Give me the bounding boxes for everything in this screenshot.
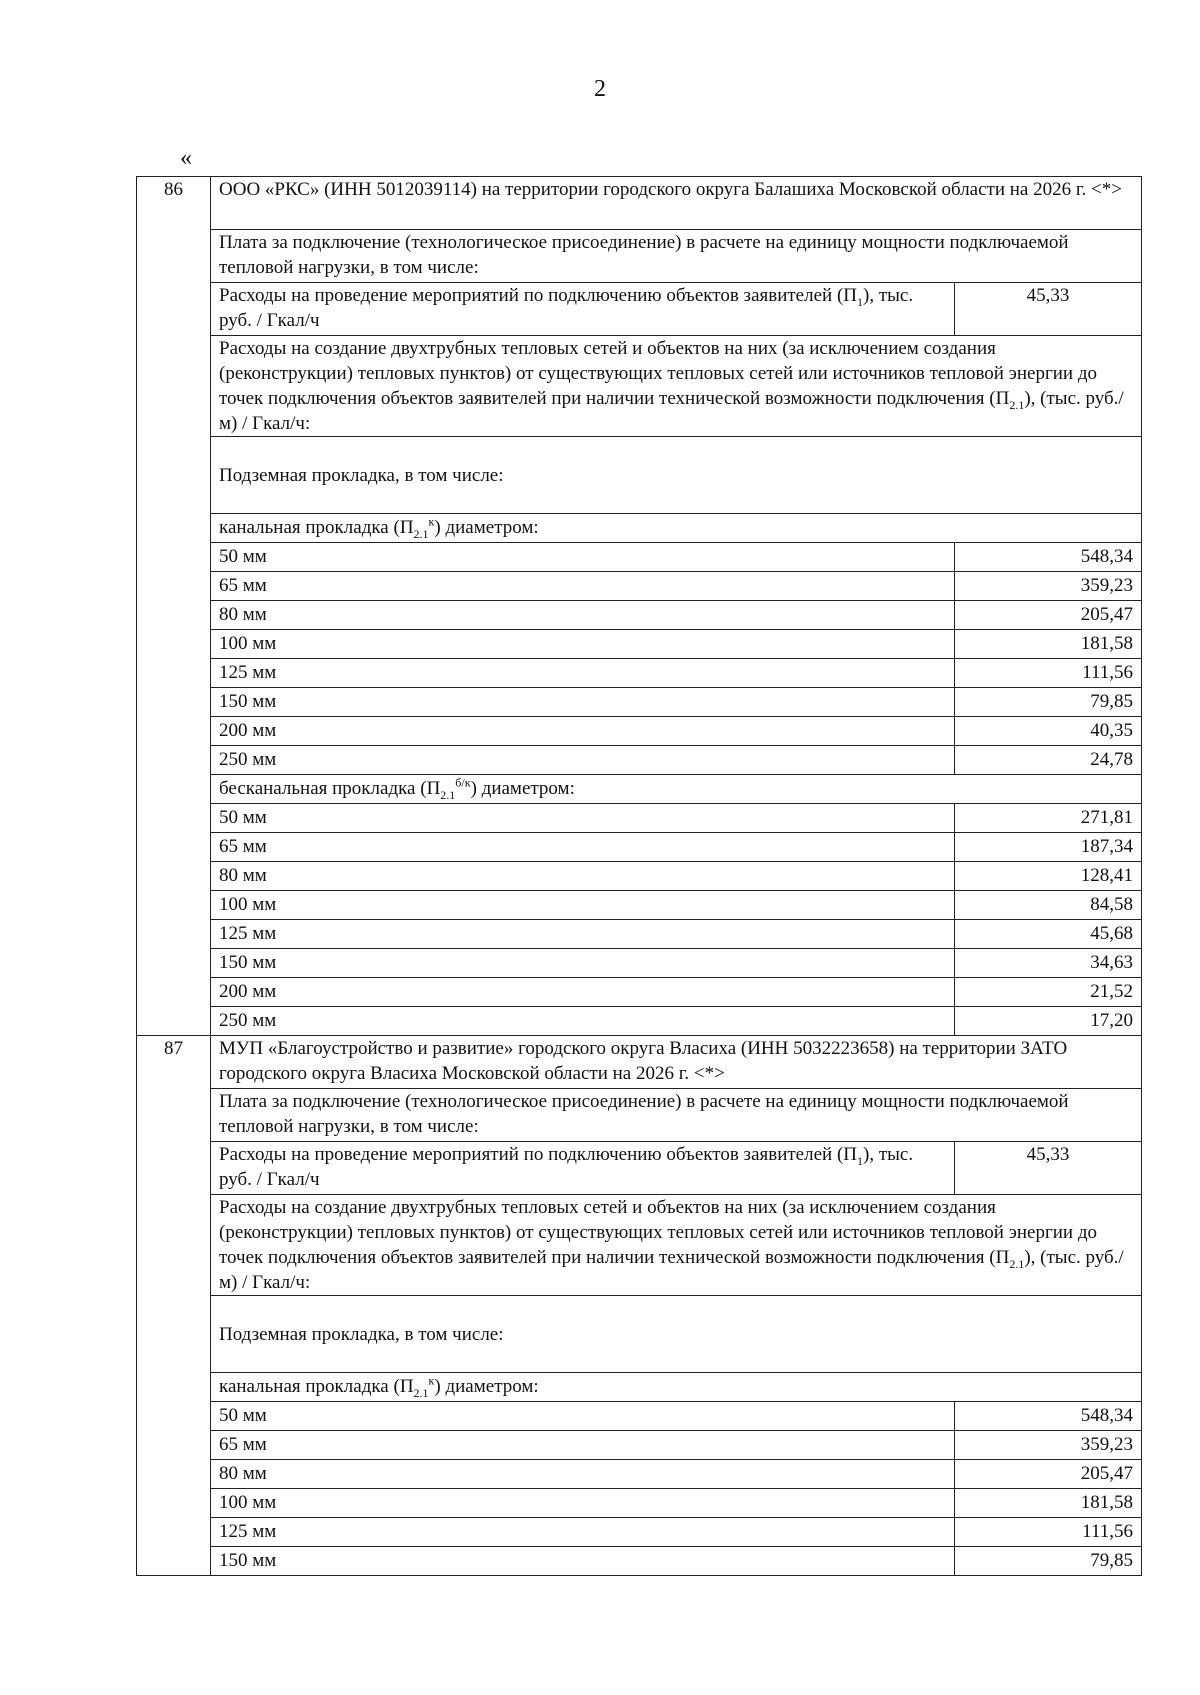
diameter-text: 150 мм — [219, 952, 277, 973]
channel-superscript: к — [428, 514, 435, 529]
diameter-cell — [211, 746, 955, 775]
diameter-text: 80 мм — [219, 604, 267, 625]
table-row — [137, 717, 1142, 746]
nochannel-subscript: 2.1 — [440, 787, 456, 802]
fee-intro — [211, 230, 1142, 283]
diameter-text: 200 мм — [219, 981, 277, 1002]
row-number — [137, 1036, 211, 1576]
diameter-cell — [211, 1007, 955, 1036]
nochannel-header — [211, 775, 1142, 804]
value-cell — [954, 543, 1141, 572]
p1-row — [137, 283, 1142, 336]
nochannel-superscript: б/к — [455, 775, 471, 790]
value-text: 24,78 — [1090, 749, 1133, 770]
underground-row — [137, 437, 1142, 514]
fee-intro-text: Плата за подключение (технологическое присоединение) в расчете на единицу мощности подключаемой тепловой нагрузки, в том числе: — [219, 1091, 1069, 1137]
value-text: 205,47 — [1080, 604, 1133, 625]
table-row — [137, 543, 1142, 572]
p2-unit-text: ), (тыс. руб./м) / Гкал/ч: — [219, 1247, 1124, 1293]
value-text: 271,81 — [1080, 807, 1133, 828]
fee-intro-text: Плата за подключение (технологическое присоединение) в расчете на единицу мощности подключаемой тепловой нагрузки, в том числе: — [219, 232, 1069, 278]
value-text: 40,35 — [1090, 720, 1133, 741]
table-row — [137, 833, 1142, 862]
diameter-cell — [211, 978, 955, 1007]
value-text: 111,56 — [1082, 1521, 1133, 1542]
value-cell — [954, 688, 1141, 717]
diameter-cell — [211, 1402, 955, 1431]
diameter-text: 125 мм — [219, 662, 277, 683]
table-row — [137, 1007, 1142, 1036]
diameter-text: 50 мм — [219, 1405, 267, 1426]
diameter-text: 150 мм — [219, 1550, 277, 1571]
diameter-text: 200 мм — [219, 720, 277, 741]
diameter-cell — [211, 630, 955, 659]
p1-unit-text: ), тыс. руб. / Гкал/ч — [219, 285, 914, 331]
table-row — [137, 1489, 1142, 1518]
value-text: 21,52 — [1090, 981, 1133, 1002]
value-text: 548,34 — [1080, 546, 1133, 567]
channel-tail-text: ) диаметром: — [434, 1376, 539, 1397]
channel-subscript: 2.1 — [413, 526, 429, 541]
diameter-cell — [211, 833, 955, 862]
value-text: 45,68 — [1090, 923, 1133, 944]
table-row — [137, 1460, 1142, 1489]
diameter-cell — [211, 572, 955, 601]
diameter-text: 150 мм — [219, 691, 277, 712]
diameter-text: 250 мм — [219, 749, 277, 770]
diameter-cell — [211, 659, 955, 688]
value-cell — [954, 1489, 1141, 1518]
value-cell — [954, 659, 1141, 688]
p2-label-text: Расходы на создание двухтрубных тепловых сетей и объектов на них (за исключением создания (реконструкции) тепловых пунктов) от существующих тепловых сетей или источников тепловой энергии до точек подключения объектов заявителей при наличии технической возможности подключения (П — [219, 1197, 1098, 1268]
row-number — [137, 177, 211, 1036]
diameter-text: 100 мм — [219, 894, 277, 915]
diameter-cell — [211, 601, 955, 630]
table-row — [137, 1547, 1142, 1576]
channel-header — [211, 514, 1142, 543]
channel-label-text: канальная прокладка (П — [219, 1376, 414, 1397]
underground-text: Подземная прокладка, в том числе: — [219, 464, 504, 486]
fee-intro-row — [137, 230, 1142, 283]
p1-unit-text: ), тыс. руб. / Гкал/ч — [219, 1144, 914, 1190]
p1-label — [211, 1142, 955, 1195]
value-cell — [954, 1431, 1141, 1460]
table-row — [137, 1402, 1142, 1431]
value-cell — [954, 949, 1141, 978]
underground-label — [211, 437, 1142, 514]
table-row — [137, 630, 1142, 659]
value-cell — [954, 833, 1141, 862]
diameter-text: 65 мм — [219, 1434, 267, 1455]
diameter-cell — [211, 1431, 955, 1460]
page-number: 2 — [594, 76, 606, 102]
channel-header-row — [137, 514, 1142, 543]
diameter-cell — [211, 1518, 955, 1547]
diameter-text: 65 мм — [219, 836, 267, 857]
nochannel-header-row — [137, 775, 1142, 804]
diameter-text: 80 мм — [219, 865, 267, 886]
value-text: 34,63 — [1090, 952, 1133, 973]
value-text: 548,34 — [1080, 1405, 1133, 1426]
value-text: 187,34 — [1080, 836, 1133, 857]
channel-tail-text: ) диаметром: — [434, 517, 539, 538]
diameter-cell — [211, 949, 955, 978]
table-row — [137, 746, 1142, 775]
diameter-text: 125 мм — [219, 923, 277, 944]
p2-label-text: Расходы на создание двухтрубных тепловых сетей и объектов на них (за исключением создания (реконструкции) тепловых пунктов) от существующих тепловых сетей или источников тепловой энергии до точек подключения объектов заявителей при наличии технической возможности подключения (П — [219, 338, 1098, 409]
p1-value-text: 45,33 — [1026, 1144, 1070, 1165]
nochannel-label-text: бесканальная прокладка (П — [219, 778, 441, 799]
channel-header-row — [137, 1373, 1142, 1402]
diameter-text: 50 мм — [219, 807, 267, 828]
p1-subscript: 1 — [857, 1153, 863, 1168]
table-row — [137, 1518, 1142, 1547]
value-cell — [954, 1518, 1141, 1547]
diameter-text: 100 мм — [219, 633, 277, 654]
diameter-cell — [211, 688, 955, 717]
channel-header — [211, 1373, 1142, 1402]
value-cell — [954, 1007, 1141, 1036]
table-row — [137, 949, 1142, 978]
value-text: 359,23 — [1080, 1434, 1133, 1455]
p1-value — [954, 283, 1141, 336]
value-text: 79,85 — [1090, 691, 1133, 712]
diameter-cell — [211, 1460, 955, 1489]
p2-subscript: 2.1 — [1009, 397, 1025, 412]
nochannel-tail-text: ) диаметром: — [470, 778, 575, 799]
value-text: 17,20 — [1090, 1010, 1133, 1031]
p2-unit-text: ), (тыс. руб./м) / Гкал/ч: — [219, 388, 1124, 434]
table-row — [137, 804, 1142, 833]
value-text: 79,85 — [1090, 1550, 1133, 1571]
diameter-text: 100 мм — [219, 1492, 277, 1513]
opening-quote: « — [180, 145, 192, 171]
diameter-cell — [211, 862, 955, 891]
p1-value — [954, 1142, 1141, 1195]
fee-intro-row — [137, 1089, 1142, 1142]
table-row — [137, 601, 1142, 630]
table-row — [137, 862, 1142, 891]
tariff-table — [136, 176, 1142, 1576]
value-cell — [954, 746, 1141, 775]
org-row — [137, 1036, 1142, 1089]
value-text: 181,58 — [1080, 633, 1133, 654]
org-name-text: ООО «РКС» (ИНН 5012039114) на территории городского округа Балашиха Московской области на 2026 г. <*> — [219, 179, 1122, 200]
channel-label-text: канальная прокладка (П — [219, 517, 414, 538]
diameter-cell — [211, 920, 955, 949]
value-cell — [954, 1547, 1141, 1576]
value-text: 111,56 — [1082, 662, 1133, 683]
channel-subscript: 2.1 — [413, 1385, 429, 1400]
fee-intro — [211, 1089, 1142, 1142]
table-row — [137, 978, 1142, 1007]
row-number-text: 87 — [164, 1038, 183, 1059]
value-cell — [954, 1460, 1141, 1489]
diameter-cell — [211, 891, 955, 920]
diameter-cell — [211, 1489, 955, 1518]
value-text: 128,41 — [1080, 865, 1133, 886]
table-row — [137, 891, 1142, 920]
value-cell — [954, 630, 1141, 659]
value-text: 359,23 — [1080, 575, 1133, 596]
diameter-text: 250 мм — [219, 1010, 277, 1031]
p2-label — [211, 336, 1142, 437]
table-row — [137, 688, 1142, 717]
value-cell — [954, 804, 1141, 833]
diameter-text: 50 мм — [219, 546, 267, 567]
underground-row — [137, 1296, 1142, 1373]
org-name — [211, 1036, 1142, 1089]
p1-label — [211, 283, 955, 336]
row-number-text: 86 — [164, 179, 183, 200]
table-row — [137, 572, 1142, 601]
diameter-cell — [211, 717, 955, 746]
value-cell — [954, 572, 1141, 601]
value-cell — [954, 717, 1141, 746]
value-text: 84,58 — [1090, 894, 1133, 915]
value-cell — [954, 601, 1141, 630]
p2-row — [137, 1195, 1142, 1296]
table-row — [137, 920, 1142, 949]
value-cell — [954, 978, 1141, 1007]
org-name — [211, 177, 1142, 230]
diameter-text: 80 мм — [219, 1463, 267, 1484]
diameter-cell — [211, 804, 955, 833]
p1-value-text: 45,33 — [1026, 285, 1070, 306]
value-text: 181,58 — [1080, 1492, 1133, 1513]
diameter-text: 65 мм — [219, 575, 267, 596]
table-row — [137, 659, 1142, 688]
tariff-table-body — [137, 177, 1142, 1576]
diameter-text: 125 мм — [219, 1521, 277, 1542]
table-row — [137, 1431, 1142, 1460]
p2-row — [137, 336, 1142, 437]
value-text: 205,47 — [1080, 1463, 1133, 1484]
p1-label-text: Расходы на проведение мероприятий по подключению объектов заявителей (П — [219, 1144, 857, 1165]
p2-subscript: 2.1 — [1009, 1256, 1025, 1271]
value-cell — [954, 891, 1141, 920]
value-cell — [954, 1402, 1141, 1431]
value-cell — [954, 920, 1141, 949]
underground-label — [211, 1296, 1142, 1373]
p2-label — [211, 1195, 1142, 1296]
underground-text: Подземная прокладка, в том числе: — [219, 1323, 504, 1345]
diameter-cell — [211, 1547, 955, 1576]
org-name-text: МУП «Благоустройство и развитие» городского округа Власиха (ИНН 5032223658) на территории ЗАТО городского округа Власиха Московской области на 2026 г. <*> — [219, 1038, 1068, 1084]
org-row — [137, 177, 1142, 230]
p1-subscript: 1 — [857, 294, 863, 309]
p1-label-text: Расходы на проведение мероприятий по подключению объектов заявителей (П — [219, 285, 857, 306]
p1-row — [137, 1142, 1142, 1195]
diameter-cell — [211, 543, 955, 572]
value-cell — [954, 862, 1141, 891]
channel-superscript: к — [428, 1373, 435, 1388]
